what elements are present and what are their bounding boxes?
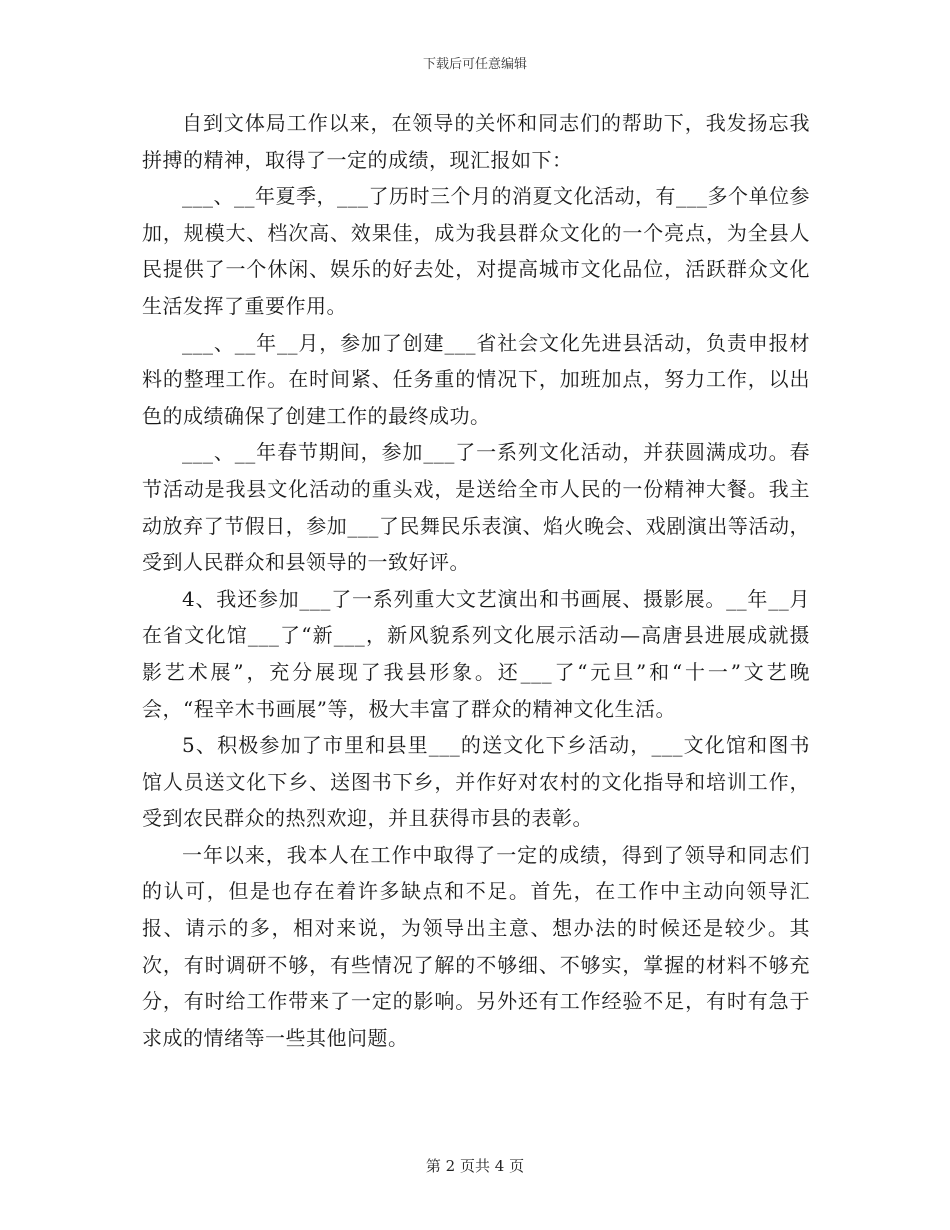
paragraph-intro: 自到文体局工作以来，在领导的关怀和同志们的帮助下，我发扬忘我拼搏的精神，取得了一定的成绩，现汇报如下： bbox=[142, 111, 810, 172]
paragraph-item-4: 4、我还参加___了一系列重大文艺演出和书画展、摄影展。__年__月在省文化馆___了“新___，新风貌系列文化展示活动—高唐县进展成就摄影艺术展”，充分展现了我县形象。还___了“元旦”和“十一”文艺晚会，“程辛木书画展”等，极大丰富了群众的精神文化生活。 bbox=[142, 586, 810, 721]
paragraph-item-5: 5、积极参加了市里和县里___的送文化下乡活动，___文化馆和图书馆人员送文化下乡、送图书下乡，并作好对农村的文化指导和培训工作，受到农民群众的热烈欢迎，并且获得市县的表彰。 bbox=[142, 733, 810, 831]
page-number-footer: 第 2 页共 4 页 bbox=[425, 1157, 525, 1175]
paragraph-item-2: ___、__年__月，参加了创建___省社会文化先进县活动，负责申报材料的整理工作。在时间紧、任务重的情况下，加班加点，努力工作，以出色的成绩确保了创建工作的最终成功。 bbox=[142, 330, 810, 428]
paragraph-summary: 一年以来，我本人在工作中取得了一定的成绩，得到了领导和同志们的认可，但是也存在着许多缺点和不足。首先，在工作中主动向领导汇报、请示的多，相对来说，为领导出主意、想办法的时候还是较少。其次，有时调研不够，有些情况了解的不够细、不够实，掌握的材料不够充分，有时给工作带来了一定的影响。另外还有工作经验不足，有时有急于求成的情绪等一些其他问题。 bbox=[142, 842, 810, 1050]
paragraph-item-3: ___、__年春节期间，参加___了一系列文化活动，并获圆满成功。春节活动是我县文化活动的重头戏，是送给全市人民的一份精神大餐。我主动放弃了节假日，参加___了民舞民乐表演、焰火晚会、戏剧演出等活动，受到人民群众和县领导的一致好评。 bbox=[142, 440, 810, 575]
paragraph-item-1: ___、__年夏季，___了历时三个月的消夏文化活动，有___多个单位参加，规模大、档次高、效果佳，成为我县群众文化的一个亮点，为全县人民提供了一个休闲、娱乐的好去处，对提高城市文化品位，活跃群众文化生活发挥了重要作用。 bbox=[142, 184, 810, 318]
page-header: 下载后可任意编辑 bbox=[422, 57, 527, 72]
document-body bbox=[142, 105, 810, 1056]
